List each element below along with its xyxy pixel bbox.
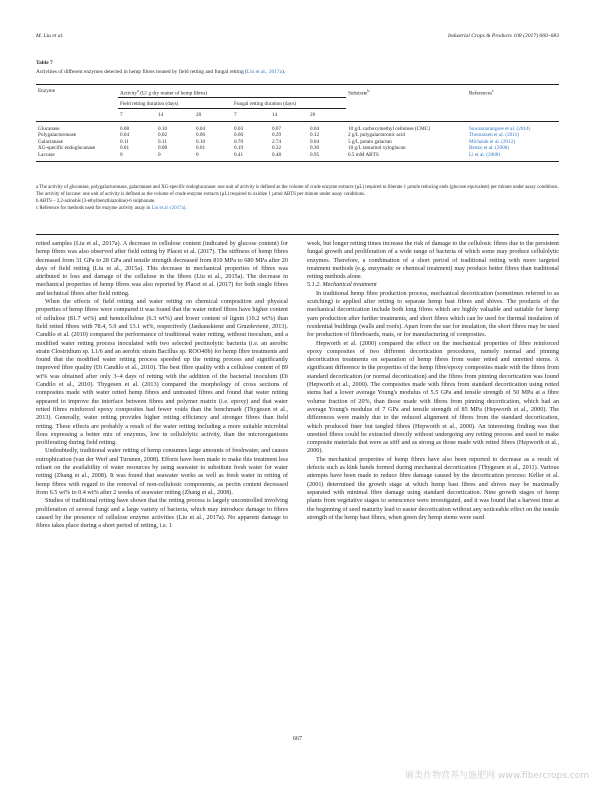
cell-value: 0.32 bbox=[272, 145, 282, 152]
left-column bbox=[36, 240, 288, 530]
running-header-authors: M. Liu et al. bbox=[36, 33, 64, 39]
footnote-c: c Reference for methods used for enzyme activity assay in Liu et al. (2017a). bbox=[36, 206, 187, 212]
paragraph: In traditional hemp fibre production process, mechanical decortication (sometimes referred to as scutching) is applied after retting to separate hemp bast fibres and shives. The products of the mechanical decortication include both long fibres which are highly valuable and suitable for hemp yarn production after further treatments, and short fibres which can be used for thermal insulation of residential buildings (walls and roofs). Apart from the use for insulation, the short fibres may be used for production of fibreboards, mats, or for manufacturing of composites. bbox=[307, 289, 559, 339]
cell-value: 0.04 bbox=[310, 125, 320, 132]
col-day: 14 bbox=[272, 111, 278, 118]
cell-value: 0.06 bbox=[196, 132, 206, 139]
cell-value: 0.70 bbox=[234, 138, 244, 145]
cell-enzyme: Galactanase bbox=[38, 138, 64, 145]
table-label: Table 7 bbox=[36, 60, 53, 66]
col-field-retting: Field retting duration (days) bbox=[118, 98, 232, 109]
cell-value: 0.01 bbox=[120, 145, 130, 152]
enzyme-activity-table bbox=[36, 84, 559, 162]
table-footnotes bbox=[36, 184, 559, 212]
paragraph: week, but longer retting times increase the risk of damage to the cellulosic fibres due to the persistent fungal growth and proliferation of a wide range of bacteria of which some may produce cellulolytic enzymes. Therefore, a combination of a short period of traditional retting with more targeted treatment methods (e.g. enzymatic or chemical treatment) may produce better fibres than traditional retting methods alone. bbox=[307, 240, 559, 281]
footnote-a: a The activity of glucanase, polygalacturonase, galactanase and XG-specific endoglucanase: one unit of activity is defined as the volume of crude enzyme extracts (µL) required to liberate 1 µmole reducing ends (glucose equivalent) per minute under assay conditions. The activity of laccase: one unit of activity is defined as the volume of crude enzyme extracts (µL) required to oxidize 1 µmol ABTS per minute under assay conditions. bbox=[36, 185, 559, 198]
cell-reference[interactable]: Thomassen et al. (2011) bbox=[468, 132, 519, 139]
cell-value: 0.02 bbox=[158, 132, 168, 139]
cell-value: 2.74 bbox=[272, 138, 282, 145]
table-row bbox=[36, 152, 559, 162]
col-enzyme: Enzyme bbox=[36, 85, 118, 122]
running-header-journal: Industrial Crops & Products 108 (2017) 660–683 bbox=[447, 33, 559, 39]
cell-value: 0.11 bbox=[158, 138, 167, 145]
cell-value: 0.07 bbox=[272, 125, 282, 132]
cell-value: 0.48 bbox=[272, 151, 282, 158]
cell-reference[interactable]: Benko et al. (2008) bbox=[468, 145, 510, 152]
col-day: 14 bbox=[158, 111, 164, 118]
table-title-citation[interactable]: Liu et al., 2017a bbox=[246, 69, 282, 75]
paragraph: When the effects of field retting and water retting on chemical composition and physical properties of hemp fibres were compared it was found that the water retted fibres have higher content of cellulose (81.7 wt%) and hemicellulose (6.3 wt%) and lower content of lignin (10.2 wt%) than field retted fibres with 78.4, 5.9 and 13.1 wt%, respectively (Jankauskienė and Gruzdevienė, 2013). Candilo et al. (2010) compared the performance of traditional water retting, without inoculum, and a modified water retting process inoculated with two selected pectinolytic bacteria (i.e. an aerobic strain Clostridium sp. L1/6 and an aerobic strain Bacillus sp. ROO40b) for hemp fibre treatments and found that the modified water retting process speeded up the retting process and significantly improved fibre quality (Di Candilo et al., 2010). The best fibre quality with a cellulose content of 89 wt% was obtained after only 3–4 days of retting with the addition of the bacterial inoculum (Di Candilo et al., 2010). Thygesen et al. (2013) compared the morphology of cross sections of composites made with water retted hemp fibres and untreated fibres and found that water retting appeared to improve the interface between fibres and polymer matrix (i.e. epoxy) and that water retted fibres reinforced epoxy composites had fewer voids than the benchmark (Thygesen et al., 2013). Generally, water retting provides higher retting efficiency and stronger fibres than field retting. These effects are probably a result of the water retting including a more suitable microbial flora expressing a better mix of enzymes, low in cellulolytic activity, than the microorganisms proliferating during field retting. bbox=[36, 298, 288, 447]
cell-value: 0.60 bbox=[234, 132, 244, 139]
col-day: 7 bbox=[120, 111, 123, 118]
cell-substrate: 10 g/L carboxymethyl cellulose (CMC) bbox=[348, 125, 430, 132]
cell-value: 0.30 bbox=[310, 145, 320, 152]
footnote-b: b ABTS – 2,2-azinobis (3-ethylbenzthiazoline)-6 sulphonate. bbox=[36, 199, 156, 205]
cell-value: 0.04 bbox=[310, 138, 320, 145]
table-bottom-divider bbox=[36, 234, 559, 235]
cell-value: 0 bbox=[158, 151, 161, 158]
cell-reference[interactable]: Suwannarangsee et al. (2014) bbox=[468, 125, 531, 132]
cell-substrate: 10 g/L tamarind xyloglucan bbox=[348, 145, 406, 152]
cell-value: 0 bbox=[120, 151, 123, 158]
cell-value: 0.41 bbox=[234, 151, 244, 158]
table-title: Activities of different enzymes detected in hemp fibres treated by field retting and fungal retting (Liu et al., 2017a). bbox=[36, 69, 286, 75]
cell-substrate: 0.5 mM ABTS bbox=[348, 151, 379, 158]
cell-enzyme: Glucanase bbox=[38, 125, 60, 132]
cell-value: 0.08 bbox=[120, 125, 130, 132]
cell-value: 0.01 bbox=[196, 145, 206, 152]
paragraph: Studies of traditional retting have shown that the retting process is largely uncontrolled involving proliferation of several fungi and a large variety of bacteria, which may introduce damage to fibres caused by the presence of cellulose enzyme activities (Liu et al., 2017a). No apparent damage to fibres takes place during a short period of retting, i.e. 1 bbox=[36, 497, 288, 530]
col-activity: Activity$^a$ (U/ g dry matter of hemp fibres) bbox=[118, 85, 346, 98]
cell-enzyme: Polygalacturonase bbox=[38, 132, 77, 139]
cell-value: 0.29 bbox=[272, 132, 282, 139]
paragraph: The mechanical properties of hemp fibres have also been reported to decrease as a result of defects such as kink bands formed during mechanical decortication (Thygesen et al., 2011). Various attempts have been made to reduce fibre damage caused by the decortication process: Keller et al. (2001) determined the growth stage at which hemp bast fibres and shives may be maximally separated with minimal fibre damage using standard decortication. Nine growth stages of hemp plants from vegetative stages to senescence were investigated, and it was found that a harvest time at the beginning of seed maturity lead to easier decortication without any noticeable effect on the tensile strength of the hemp bast fibres, when green dry hemp stems were used bbox=[307, 455, 559, 521]
right-column bbox=[307, 240, 559, 522]
footnote-c-citation[interactable]: Liu et al. (2017a) bbox=[151, 206, 186, 212]
cell-substrate: 2 g/L polygalacturonic acid bbox=[348, 132, 405, 139]
cell-substrate: 5 g/L potato galactan bbox=[348, 138, 392, 145]
cell-value: 0.10 bbox=[158, 125, 168, 132]
col-day: 7 bbox=[234, 111, 237, 118]
watermark: 麻类作物营养与施肥网 www.fibercrops.com bbox=[405, 771, 589, 781]
cell-value: 0.03 bbox=[234, 125, 244, 132]
cell-value: 0.04 bbox=[196, 125, 206, 132]
cell-value: 0.11 bbox=[120, 138, 129, 145]
page-number: 667 bbox=[293, 736, 302, 742]
col-day: 20 bbox=[310, 111, 316, 118]
cell-value: 0.08 bbox=[158, 145, 168, 152]
cell-value: 0.10 bbox=[196, 138, 206, 145]
cell-reference[interactable]: Li et al. (2008) bbox=[468, 151, 501, 158]
col-substrate: Substrate$^b$ bbox=[346, 85, 467, 122]
paragraph: Hepworth et al. (2000) compared the effect on the mechanical properties of fibre reinforced epoxy composites of two different decortication procedures, namely normal and pinning decortication treatments on separation of hemp fibres from water retted and unretted stems. A significant difference in the properties of the hemp fibre/epoxy composites made with the fibres from standard decortication (or normal decortication) and the fibres from pinning decortication was found (Hepworth et al., 2000). The composites made with fibres from standard decortication using retted stems had a lower average Young's modulus of 5.5 GPa and tensile strength of 50 MPa at a fibre volume fraction of 20%, than those made with fibres from pinning decortication, which had an average Young's modulus of 7 GPa and tensile strength of 85 MPa (Hepworth et al., 2000). The differences were mainly due to the reduced alignment of fibres from the standard decortication, which produced finer but tangled fibres (Hepworth et al., 2000). An interesting finding was that unretted fibres could be extracted directly without undergoing any retting process and used to make composite materials that were as stiff and as strong as those made with retted fibres (Hepworth et al., 2000). bbox=[307, 339, 559, 455]
col-references: References$^c$ bbox=[467, 85, 559, 122]
cell-enzyme: Laccase bbox=[38, 151, 55, 158]
cell-value: 0.95 bbox=[310, 151, 320, 158]
cell-value: 0.12 bbox=[310, 132, 320, 139]
cell-value: 0.04 bbox=[120, 132, 130, 139]
cell-value: 0 bbox=[196, 151, 199, 158]
section-heading: 5.1.2. Mechanical treatment bbox=[307, 281, 377, 289]
paragraph: Undoubtedly, traditional water retting of hemp consumes large amounts of freshwater, and causes eutrophication (van der Werf and Turunen, 2008). Efforts have been made to make this treatment less reliant on the availability of water resources by using seawater to substitute fresh water for water retting (Zhang et al., 2008). It was found that seawater works as well as fresh water in retting of hemp fibres with regard to the removal of non-cellulosic components, as pectin content decreased from 6.5 wt% to 0.4 wt% after 2 weeks of seawater retting (Zhang et al., 2008). bbox=[36, 447, 288, 496]
paragraph: retted samples (Liu et al., 2017a). A decrease in cellulose content (indicated by glucose content) for hemp fibres was also observed after field retting by Placet et al. (2017). The stiffness of hemp fibres decreased from 31 GPa to 28 GPa and tensile strength decreased from 810 MPa to 680 MPa after 20 days of field retting (Liu et al., 2015a). This decrease in mechanical properties of fibres was attributed to loss and damage of the cellulose in the fibres (Liu et al., 2015a). The decrease in mechanical properties of hemp fibres was also reported by Placet et al. (2017) for both single fibres and technical fibres after field retting. bbox=[36, 240, 288, 297]
cell-value: 0.19 bbox=[234, 145, 244, 152]
col-fungal-retting: Fungal retting duration (days) bbox=[232, 98, 346, 109]
cell-enzyme: XG-specific endoglucanase bbox=[38, 145, 96, 152]
col-day: 20 bbox=[196, 111, 202, 118]
cell-reference[interactable]: Michalak et al. (2012) bbox=[468, 138, 516, 145]
